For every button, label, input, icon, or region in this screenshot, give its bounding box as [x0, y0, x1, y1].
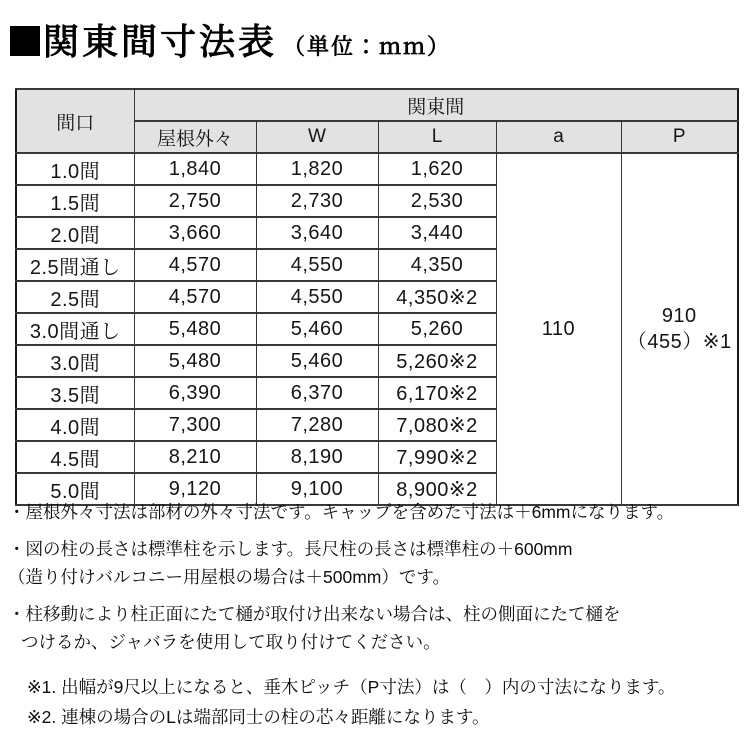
row-label: 1.0間: [16, 153, 134, 185]
note-line: （造り付けバルコニー用屋根の場合は＋500mm）です。: [8, 567, 450, 587]
cell-a-merged: 110: [496, 153, 621, 505]
page-title-text: 関東間寸法表: [43, 21, 278, 62]
cell-yane: 8,210: [134, 441, 256, 473]
cell-p-line1: 910: [661, 305, 697, 327]
cell-yane: 1,840: [134, 153, 256, 185]
cell-w: 1,820: [256, 153, 378, 185]
cell-l: 6,170※2: [378, 377, 496, 409]
col-header-w: W: [256, 121, 378, 153]
note-line: ・屋根外々寸法は部材の外々寸法です。キャップを含めた寸法は＋6mmになります。: [8, 502, 675, 522]
cell-w: 4,550: [256, 281, 378, 313]
row-label: 4.5間: [16, 441, 134, 473]
cell-yane: 5,480: [134, 345, 256, 377]
row-label: 1.5間: [16, 185, 134, 217]
cell-yane: 5,480: [134, 313, 256, 345]
cell-w: 5,460: [256, 345, 378, 377]
cell-yane: 6,390: [134, 377, 256, 409]
cell-yane: 9,120: [134, 473, 256, 505]
cell-l: 7,990※2: [378, 441, 496, 473]
note-line: ・柱移動により柱正面にたて樋が取付け出来ない場合は、柱の側面にたて樋を: [8, 604, 621, 624]
cell-yane: 4,570: [134, 281, 256, 313]
col-header-a: a: [496, 121, 621, 153]
dimension-table: [15, 88, 739, 506]
col-header-maguchi: 間口: [16, 89, 134, 153]
note-pillar-length: [8, 535, 748, 591]
col-header-yane: 屋根外々: [134, 121, 256, 153]
table-row: [16, 153, 738, 185]
row-label: 2.0間: [16, 217, 134, 249]
row-label: 2.5間通し: [16, 249, 134, 281]
cell-w: 7,280: [256, 409, 378, 441]
cell-yane: 2,750: [134, 185, 256, 217]
footnote-2: ※2. 連棟の場合のLは端部同士の柱の芯々距離になります。: [27, 707, 490, 727]
cell-l: 1,620: [378, 153, 496, 185]
col-header-p: P: [621, 121, 738, 153]
header-row-group: [16, 89, 738, 121]
cell-l: 4,350: [378, 249, 496, 281]
cell-w: 4,550: [256, 249, 378, 281]
row-label: 2.5間: [16, 281, 134, 313]
cell-l: 5,260※2: [378, 345, 496, 377]
cell-w: 5,460: [256, 313, 378, 345]
cell-p-line2: （455）※1: [626, 331, 732, 353]
page-title: [10, 14, 451, 65]
note-downpipe: [8, 600, 748, 656]
cell-w: 6,370: [256, 377, 378, 409]
row-label: 3.0間通し: [16, 313, 134, 345]
cell-yane: 7,300: [134, 409, 256, 441]
black-square-icon: [10, 26, 40, 56]
note-line: つけるか、ジャバラを使用して取り付けてください。: [21, 632, 441, 652]
cell-w: 9,100: [256, 473, 378, 505]
col-header-l: L: [378, 121, 496, 153]
cell-l: 8,900※2: [378, 473, 496, 505]
cell-l: 5,260: [378, 313, 496, 345]
row-label: 4.0間: [16, 409, 134, 441]
row-label: 3.5間: [16, 377, 134, 409]
cell-w: 3,640: [256, 217, 378, 249]
footnotes-section: [27, 672, 747, 732]
cell-w: 8,190: [256, 441, 378, 473]
note-roof-dimension: [8, 498, 748, 526]
cell-yane: 3,660: [134, 217, 256, 249]
cell-yane: 4,570: [134, 249, 256, 281]
cell-l: 7,080※2: [378, 409, 496, 441]
cell-l: 4,350※2: [378, 281, 496, 313]
row-label: 5.0間: [16, 473, 134, 505]
cell-l: 2,530: [378, 185, 496, 217]
footnote-1: ※1. 出幅が9尺以上になると、垂木ピッチ（P寸法）は（ ）内の寸法になります。: [27, 677, 676, 697]
row-label: 3.0間: [16, 345, 134, 377]
note-line: ・図の柱の長さは標準柱を示します。長尺柱の長さは標準柱の＋600mm: [8, 539, 573, 559]
cell-p-merged: [621, 153, 738, 505]
page-title-unit: （単位：ｍｍ）: [283, 34, 452, 59]
notes-section: [8, 498, 748, 665]
col-header-kantoma: 関東間: [134, 89, 738, 121]
cell-l: 3,440: [378, 217, 496, 249]
cell-w: 2,730: [256, 185, 378, 217]
